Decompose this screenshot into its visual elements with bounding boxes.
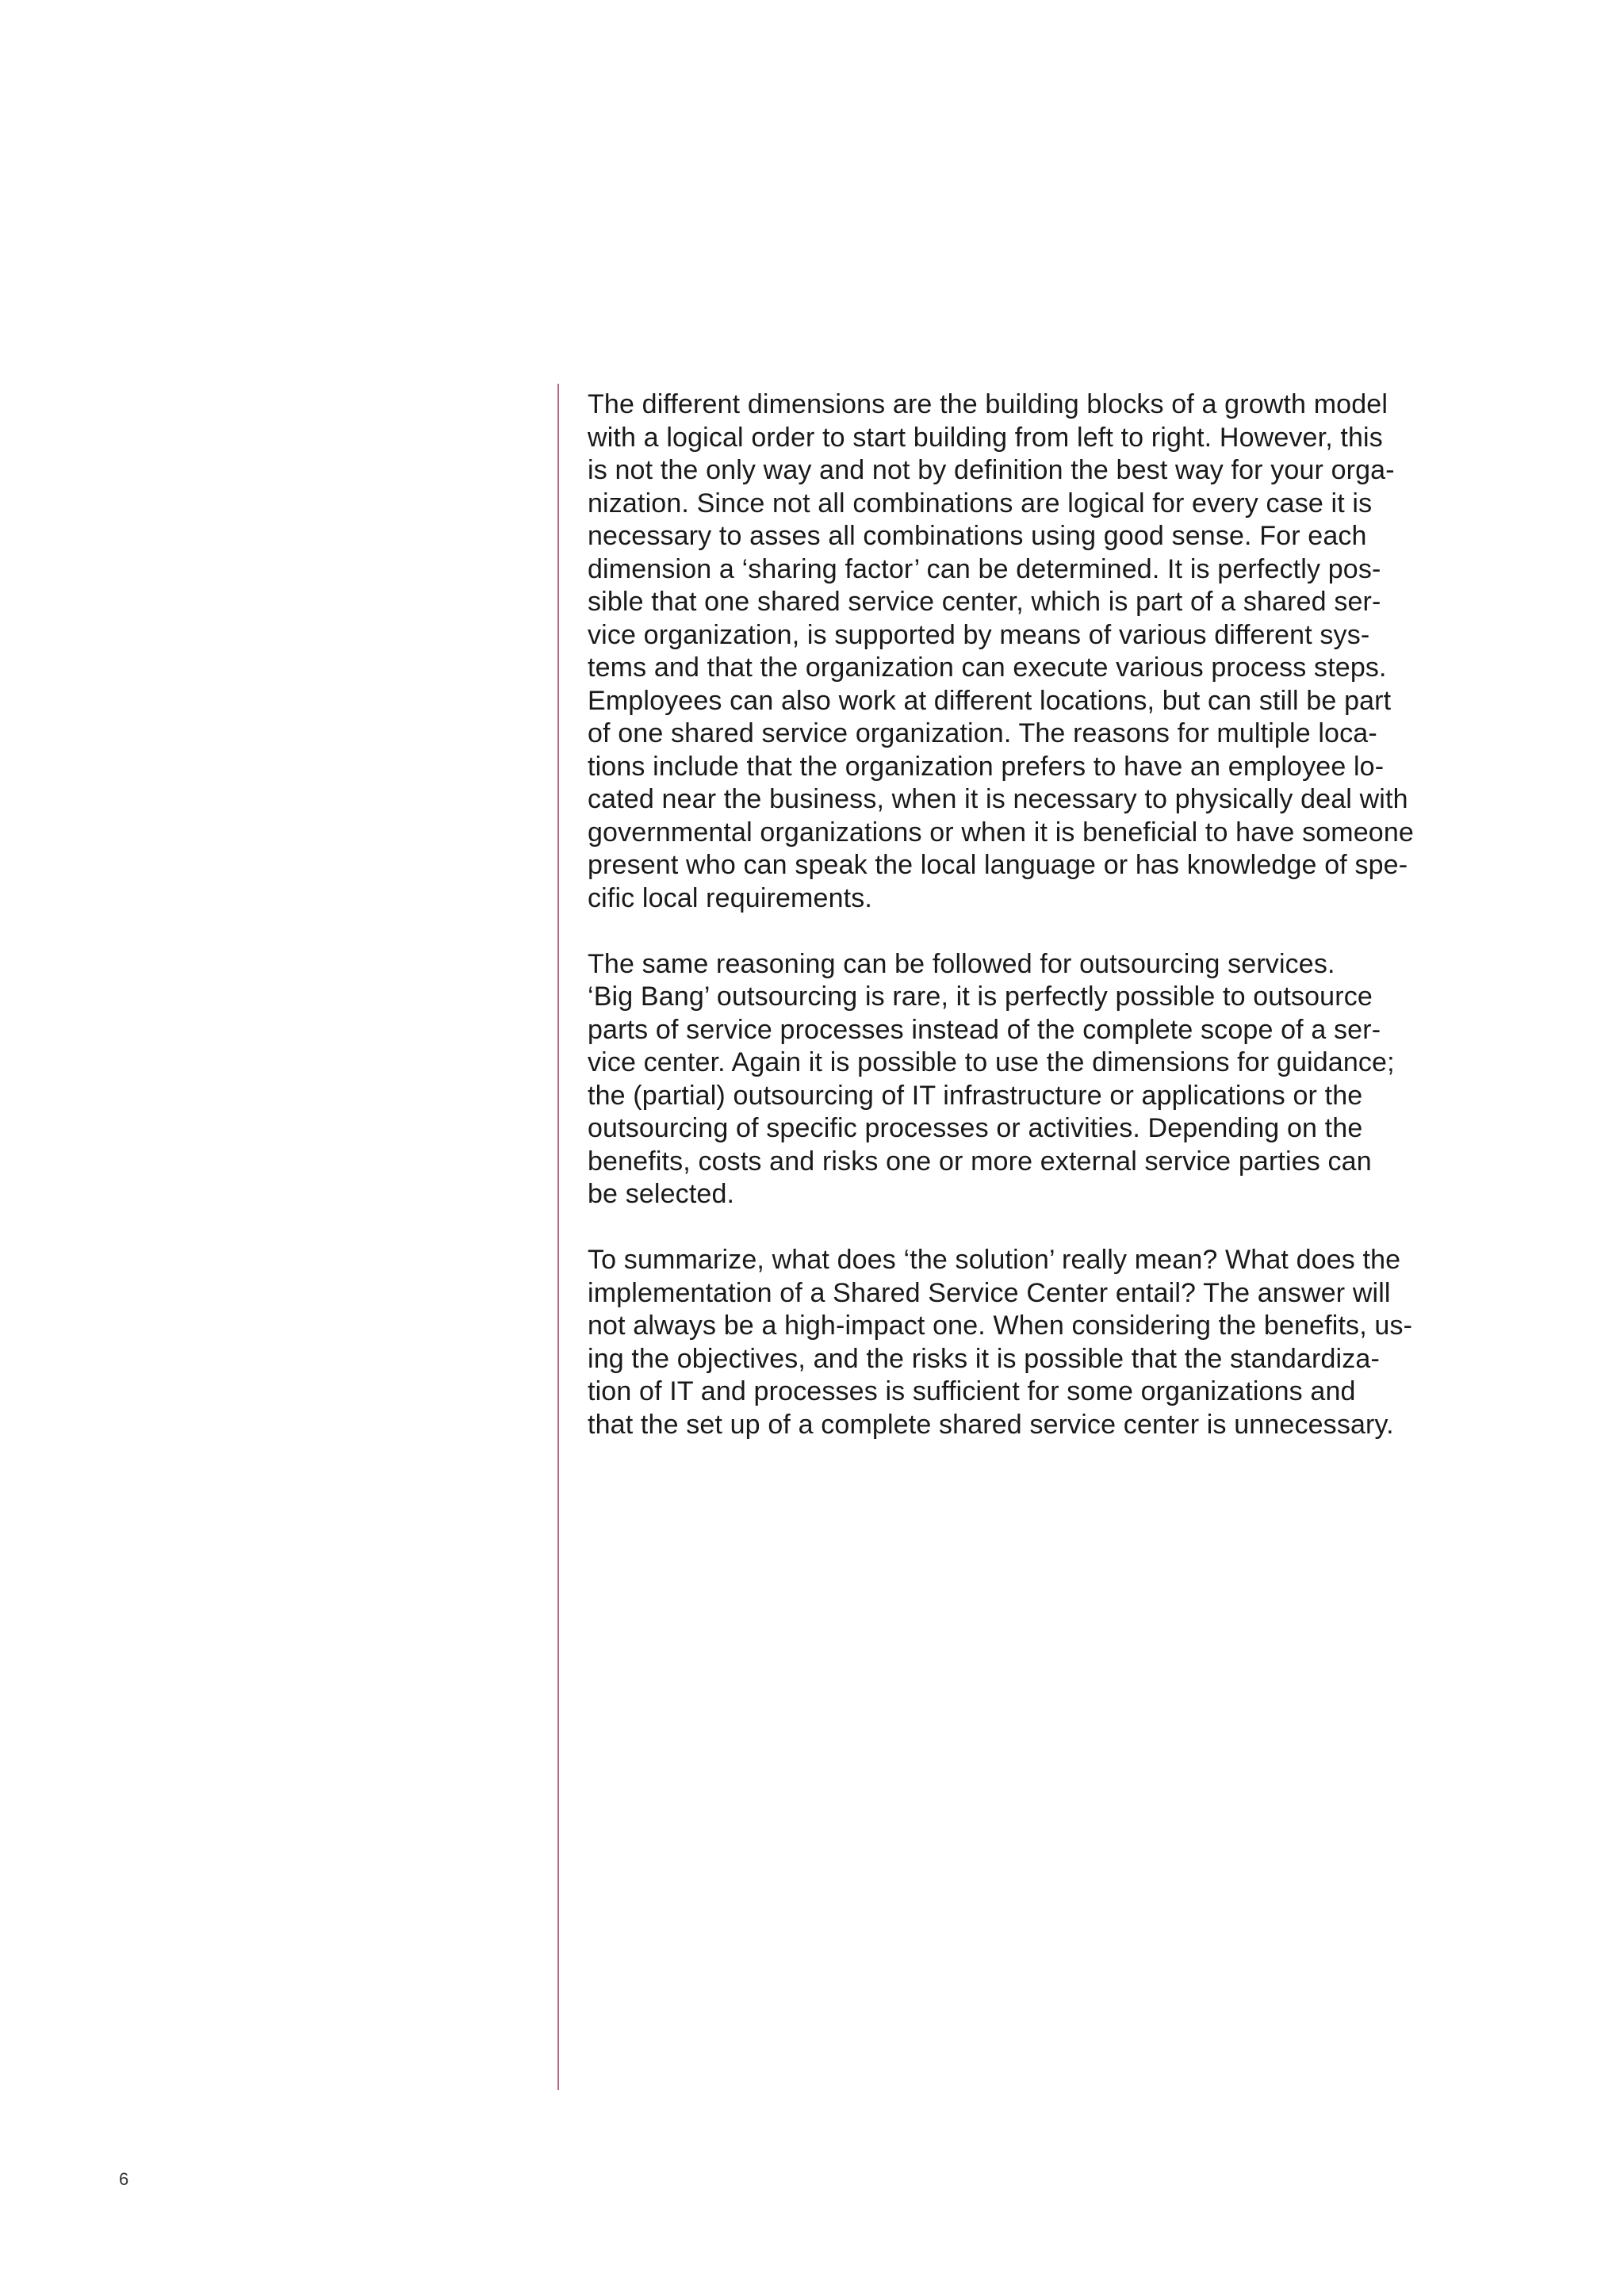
- text-line: dimension a ‘sharing factor’ can be determined. It is perfectly pos-: [588, 553, 1381, 584]
- body-text-column: [588, 388, 1500, 1475]
- text-line: present who can speak the local language or has knowledge of spe-: [588, 850, 1408, 880]
- text-line: not always be a high-impact one. When considering the benefits, us-: [588, 1311, 1413, 1341]
- text-line: sible that one shared service center, which is part of a shared ser-: [588, 587, 1381, 617]
- text-line: parts of service processes instead of the complete scope of a ser-: [588, 1014, 1381, 1045]
- text-line: tion of IT and processes is sufficient for some organizations and: [588, 1376, 1356, 1406]
- text-line: To summarize, what does ‘the solution’ really mean? What does the: [588, 1245, 1401, 1275]
- text-line: tions include that the organization prefers to have an employee lo-: [588, 751, 1385, 782]
- text-line: be selected.: [588, 1179, 735, 1209]
- text-line: vice center. Again it is possible to use the dimensions for guidance;: [588, 1047, 1395, 1077]
- text-line: with a logical order to start building from left to right. However, this: [588, 422, 1383, 453]
- text-line: cific local requirements.: [588, 882, 872, 913]
- text-line: benefits, costs and risks one or more external service parties can: [588, 1146, 1372, 1177]
- text-line: The different dimensions are the building blocks of a growth model: [588, 389, 1388, 419]
- paragraph: [588, 388, 1500, 915]
- vertical-accent-rule: [557, 384, 559, 2090]
- paragraph: [588, 1244, 1500, 1441]
- text-line: outsourcing of specific processes or activities. Depending on the: [588, 1113, 1363, 1143]
- text-line: Employees can also work at different locations, but can still be part: [588, 685, 1392, 716]
- text-line: of one shared service organization. The reasons for multiple loca-: [588, 718, 1377, 748]
- text-line: the (partial) outsourcing of IT infrastructure or applications or the: [588, 1080, 1363, 1111]
- text-line: vice organization, is supported by means of various different sys-: [588, 619, 1370, 650]
- text-line: implementation of a Shared Service Center entail? The answer will: [588, 1277, 1391, 1308]
- text-line: necessary to asses all combinations using good sense. For each: [588, 521, 1367, 551]
- page-number: 6: [119, 2169, 129, 2189]
- text-line: governmental organizations or when it is beneficial to have someone: [588, 817, 1414, 848]
- paragraph: [588, 948, 1500, 1211]
- text-line: cated near the business, when it is necessary to physically deal with: [588, 784, 1408, 814]
- text-line: ‘Big Bang’ outsourcing is rare, it is perfectly possible to outsource: [588, 982, 1373, 1012]
- text-line: The same reasoning can be followed for outsourcing services.: [588, 948, 1335, 979]
- text-line: tems and that the organization can execute various process steps.: [588, 652, 1387, 683]
- text-line: ing the objectives, and the risks it is possible that the standardiza-: [588, 1343, 1380, 1374]
- text-line: nization. Since not all combinations are logical for every case it is: [588, 488, 1373, 519]
- text-line: is not the only way and not by definition the best way for your orga-: [588, 455, 1395, 485]
- text-line: that the set up of a complete shared service center is unnecessary.: [588, 1409, 1394, 1440]
